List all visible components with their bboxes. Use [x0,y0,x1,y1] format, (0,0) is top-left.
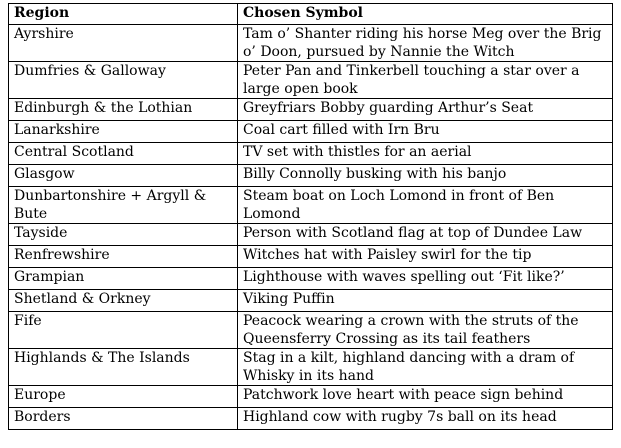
region-cell: Glasgow [9,165,238,187]
region-symbol-table [8,3,613,430]
table-row [9,408,613,430]
region-symbol-table-container [8,3,613,430]
symbol-cell: Steam boat on Loch Lomond in front of Ben Lomond [238,187,613,224]
table-row [9,165,613,187]
region-cell: Grampian [9,268,238,290]
table-row [9,62,613,99]
region-cell: Borders [9,408,238,430]
symbol-cell: Coal cart filled with Irn Bru [238,121,613,143]
table-row [9,290,613,312]
header-chosen-symbol: Chosen Symbol [238,4,613,25]
region-cell: Ayrshire [9,25,238,62]
symbol-cell: Peacock wearing a crown with the struts of the Queensferry Crossing as its tail feathers [238,312,613,349]
symbol-cell: TV set with thistles for an aerial [238,143,613,165]
header-region: Region [9,4,238,25]
table-row [9,224,613,246]
region-cell: Central Scotland [9,143,238,165]
symbol-cell: Greyfriars Bobby guarding Arthur’s Seat [238,99,613,121]
region-cell: Fife [9,312,238,349]
table-row [9,268,613,290]
table-row [9,246,613,268]
region-cell: Edinburgh & the Lothian [9,99,238,121]
region-cell: Lanarkshire [9,121,238,143]
table-row [9,187,613,224]
region-cell: Tayside [9,224,238,246]
table-row [9,25,613,62]
symbol-cell: Person with Scotland flag at top of Dundee Law [238,224,613,246]
symbol-cell: Viking Puffin [238,290,613,312]
table-row [9,386,613,408]
region-cell: Renfrewshire [9,246,238,268]
table-header-row [9,4,613,25]
region-cell: Highlands & The Islands [9,349,238,386]
region-cell: Shetland & Orkney [9,290,238,312]
table-row [9,121,613,143]
table-row [9,99,613,121]
region-cell: Dumfries & Galloway [9,62,238,99]
region-cell: Europe [9,386,238,408]
symbol-cell: Patchwork love heart with peace sign behind [238,386,613,408]
symbol-cell: Stag in a kilt, highland dancing with a dram of Whisky in its hand [238,349,613,386]
symbol-cell: Lighthouse with waves spelling out ‘Fit like?’ [238,268,613,290]
region-cell: Dunbartonshire + Argyll & Bute [9,187,238,224]
symbol-cell: Highland cow with rugby 7s ball on its head [238,408,613,430]
symbol-cell: Peter Pan and Tinkerbell touching a star over a large open book [238,62,613,99]
symbol-cell: Witches hat with Paisley swirl for the tip [238,246,613,268]
table-row [9,312,613,349]
symbol-cell: Tam o’ Shanter riding his horse Meg over the Brig o’ Doon, pursued by Nannie the Witch [238,25,613,62]
symbol-cell: Billy Connolly busking with his banjo [238,165,613,187]
table-row [9,349,613,386]
table-row [9,143,613,165]
